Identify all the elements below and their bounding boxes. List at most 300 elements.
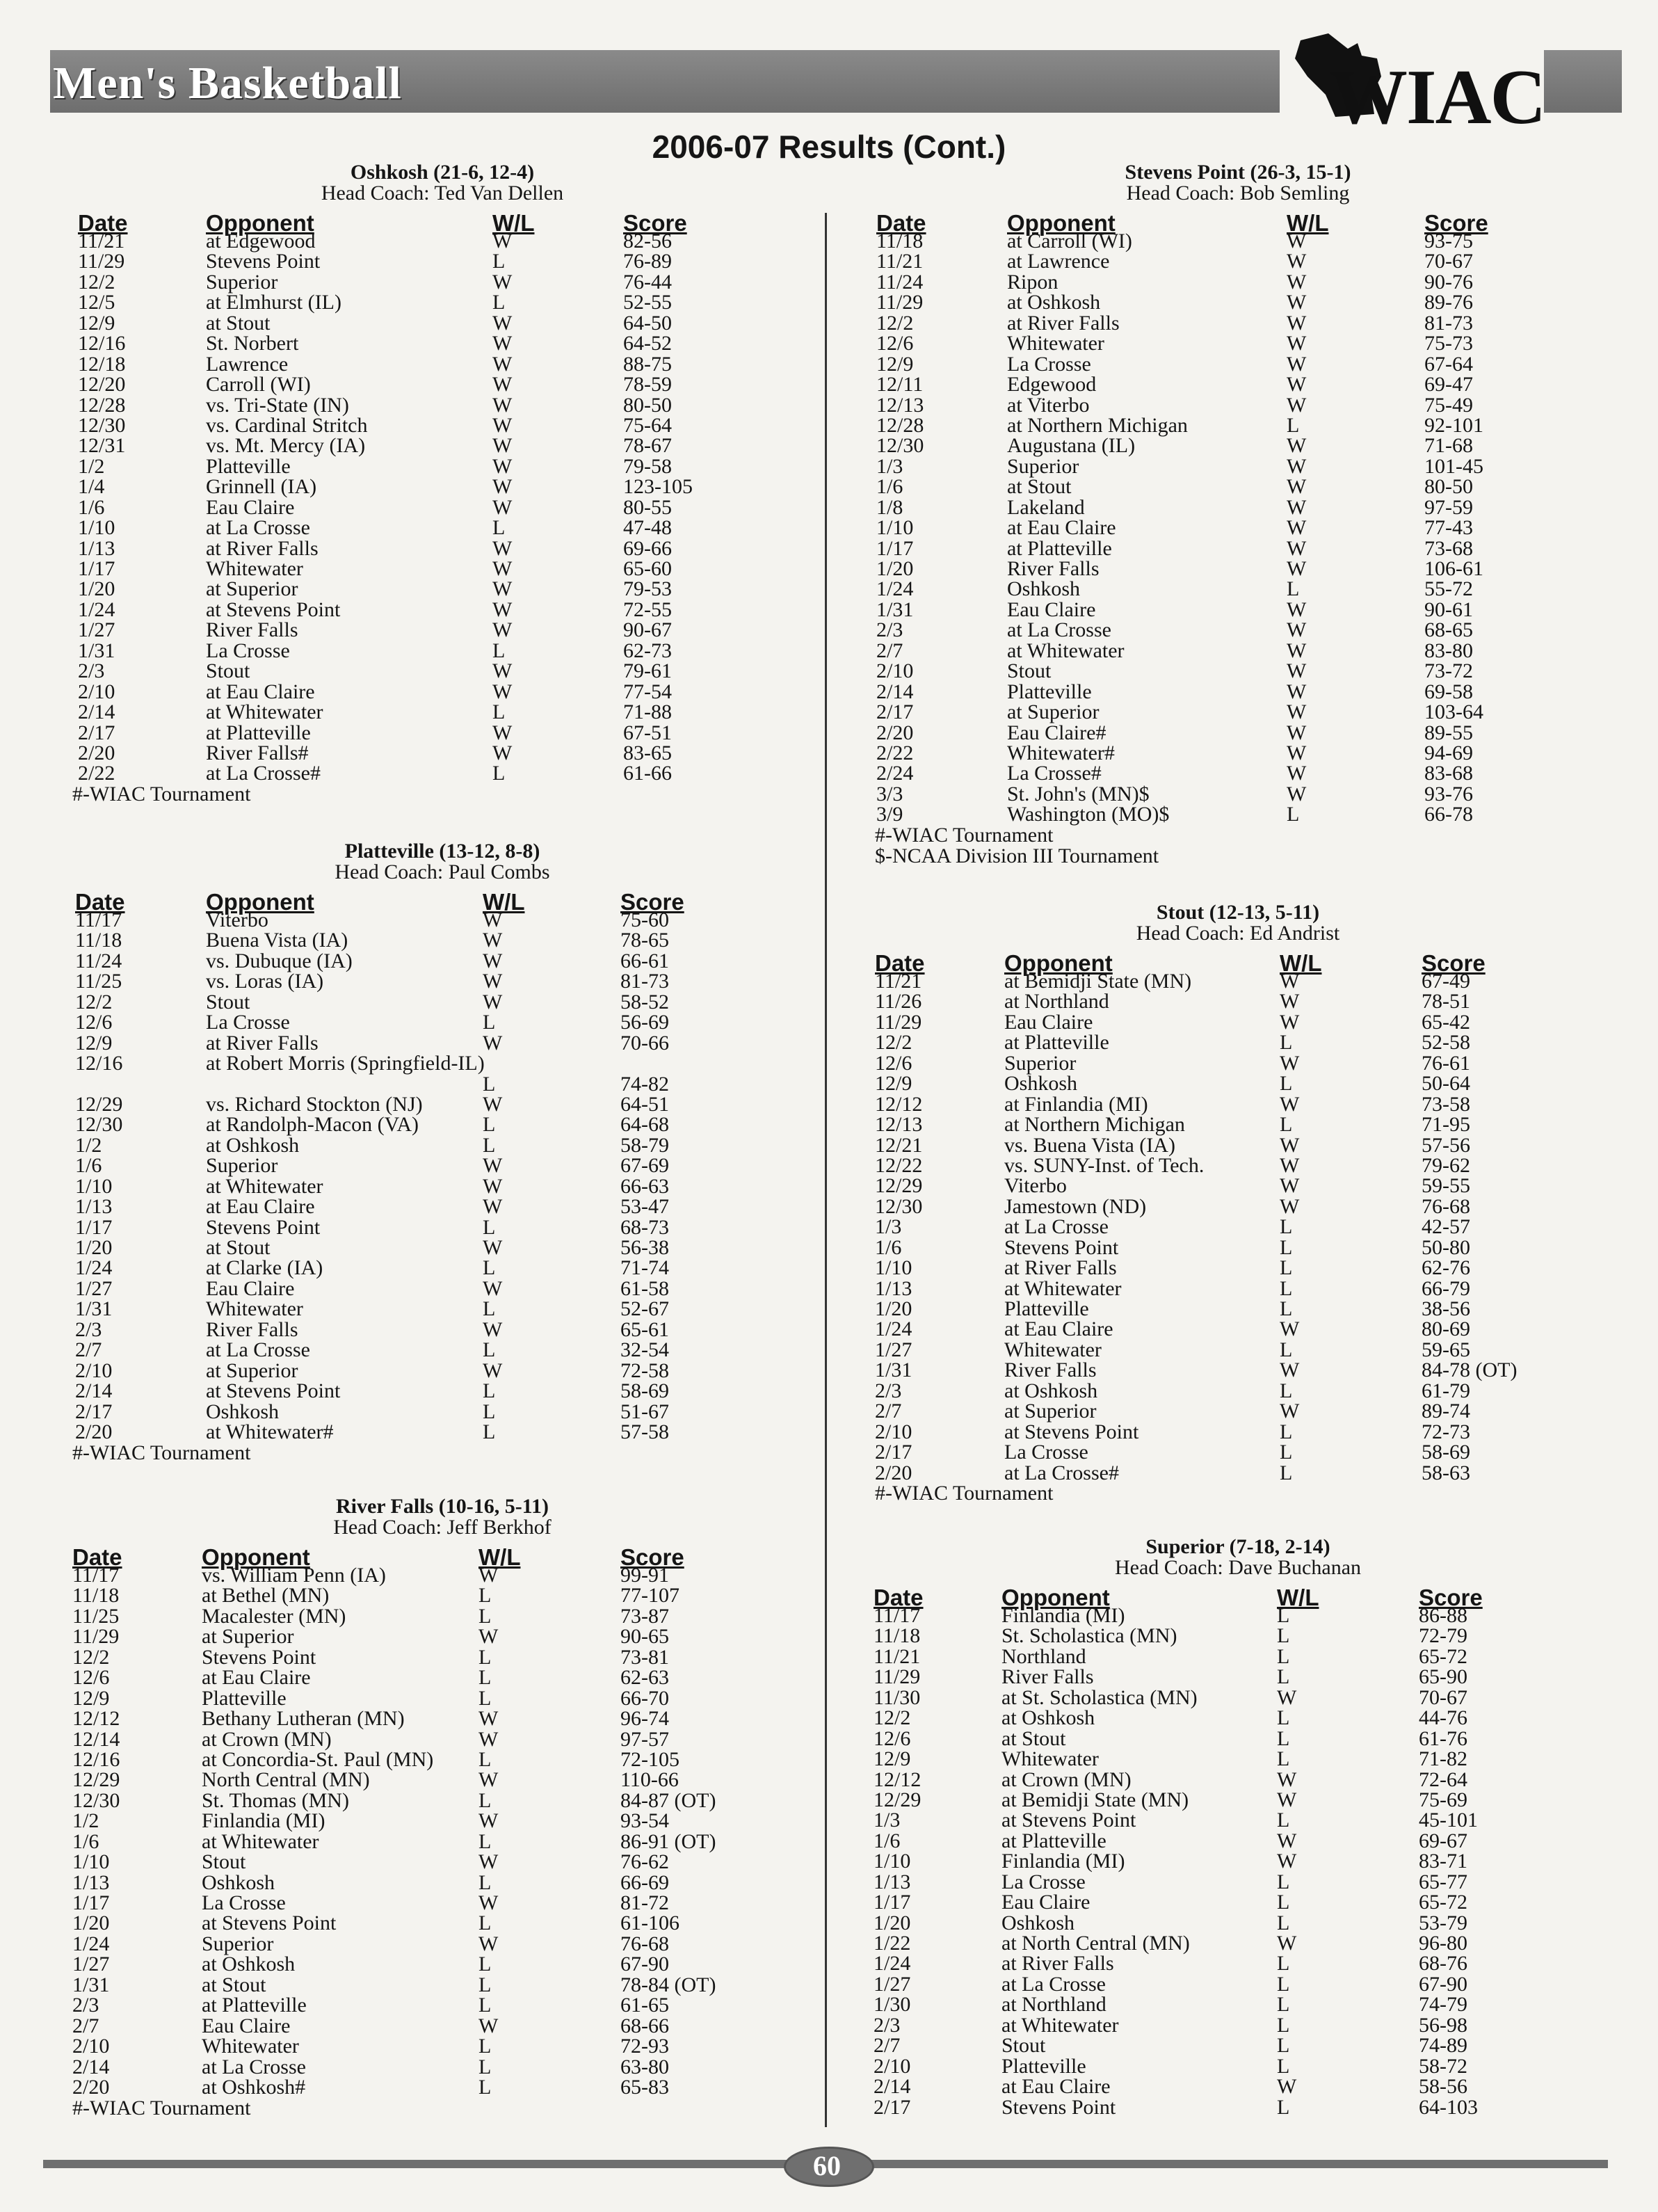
column-header: Date bbox=[78, 210, 128, 236]
game-row bbox=[67, 1422, 818, 1442]
tournament-note: #-WIAC Tournament bbox=[72, 783, 251, 806]
game-score: 90-61 bbox=[1424, 598, 1473, 621]
game-opponent: vs. Loras (IA) bbox=[206, 970, 324, 993]
game-row bbox=[67, 476, 818, 497]
game-row bbox=[862, 1196, 1613, 1217]
game-result: L bbox=[478, 1994, 492, 2017]
game-score: 64-103 bbox=[1419, 2095, 1478, 2119]
game-score: 89-76 bbox=[1424, 291, 1473, 314]
game-result: W bbox=[492, 557, 513, 580]
game-result: W bbox=[483, 1276, 503, 1300]
game-score: 79-61 bbox=[623, 659, 672, 683]
game-result: W bbox=[478, 1932, 499, 1955]
game-row bbox=[67, 1913, 818, 1933]
tournament-note: #-WIAC Tournament bbox=[875, 824, 1054, 847]
game-date: 2/24 bbox=[876, 762, 914, 785]
game-date: 1/13 bbox=[72, 1870, 110, 1894]
game-opponent: at Eau Claire bbox=[206, 1195, 315, 1219]
game-row bbox=[67, 395, 818, 415]
game-row bbox=[862, 1974, 1613, 1994]
game-row bbox=[862, 2097, 1613, 2117]
game-score: 65-60 bbox=[623, 557, 672, 580]
game-result: L bbox=[1287, 803, 1300, 826]
game-result: W bbox=[1277, 1829, 1297, 1852]
game-opponent: at Stevens Point bbox=[1004, 1420, 1139, 1443]
game-score: 65-72 bbox=[1419, 1891, 1467, 1914]
game-opponent: River Falls bbox=[206, 618, 298, 642]
game-score: 73-72 bbox=[1424, 659, 1473, 683]
game-score: 70-66 bbox=[620, 1031, 669, 1055]
game-result: L bbox=[1280, 1235, 1293, 1259]
game-result: L bbox=[1277, 1604, 1290, 1627]
game-opponent: Whitewater bbox=[1004, 1338, 1102, 1361]
game-date: 1/6 bbox=[876, 475, 903, 499]
game-score: 59-55 bbox=[1422, 1174, 1470, 1198]
game-opponent: vs. William Penn (IA) bbox=[202, 1564, 386, 1587]
game-result: L bbox=[478, 1870, 492, 1894]
game-result: W bbox=[1287, 311, 1307, 335]
game-score: 77-43 bbox=[1424, 516, 1473, 540]
game-result: L bbox=[483, 1297, 496, 1321]
game-date: 12/18 bbox=[78, 352, 126, 376]
game-row bbox=[862, 456, 1613, 476]
game-opponent: Stout bbox=[1007, 659, 1052, 683]
game-result: W bbox=[1287, 782, 1307, 806]
game-opponent: North Central (MN) bbox=[202, 1768, 370, 1792]
game-opponent: La Crosse bbox=[1004, 1441, 1088, 1464]
game-row bbox=[67, 2036, 818, 2056]
game-row bbox=[862, 2034, 1613, 2058]
game-opponent: Northland bbox=[1001, 1644, 1086, 1668]
game-score: 71-88 bbox=[623, 700, 672, 724]
game-opponent: at La Crosse# bbox=[206, 762, 321, 785]
game-opponent: at Eau Claire bbox=[1001, 2075, 1111, 2099]
game-score: 47-48 bbox=[623, 516, 672, 540]
game-result: W bbox=[483, 1236, 503, 1259]
game-score: 96-74 bbox=[620, 1707, 669, 1731]
game-row bbox=[862, 702, 1613, 722]
game-result: L bbox=[1277, 1972, 1290, 1996]
game-score: 72-58 bbox=[620, 1359, 669, 1382]
game-score: 58-69 bbox=[620, 1379, 669, 1403]
game-opponent: Whitewater bbox=[206, 557, 303, 580]
game-score: 80-50 bbox=[623, 393, 672, 417]
game-row bbox=[862, 1810, 1613, 1830]
game-date: 11/24 bbox=[75, 949, 122, 972]
game-score: 76-68 bbox=[1422, 1194, 1470, 1218]
game-row bbox=[67, 579, 818, 599]
game-result: W bbox=[492, 475, 513, 499]
game-score: 90-67 bbox=[623, 618, 672, 642]
game-score: 51-67 bbox=[620, 1400, 669, 1423]
game-row bbox=[67, 251, 818, 271]
game-result: W bbox=[1280, 990, 1300, 1013]
game-row bbox=[67, 1114, 818, 1135]
game-score: 81-73 bbox=[1424, 311, 1473, 335]
game-opponent: La Crosse bbox=[206, 1011, 290, 1034]
game-result: W bbox=[1287, 721, 1307, 744]
game-score: 93-76 bbox=[1424, 782, 1473, 806]
game-row bbox=[67, 333, 818, 353]
game-date: 12/12 bbox=[72, 1707, 120, 1731]
game-opponent: at Stevens Point bbox=[206, 1379, 341, 1403]
game-result: W bbox=[492, 721, 513, 744]
game-date: 11/29 bbox=[72, 1625, 120, 1649]
game-date: 1/3 bbox=[874, 1809, 901, 1832]
game-result: L bbox=[1277, 2034, 1290, 2058]
game-row bbox=[862, 538, 1613, 559]
game-result: L bbox=[1277, 1891, 1290, 1914]
game-date: 1/6 bbox=[75, 1154, 102, 1178]
game-row bbox=[862, 231, 1613, 251]
game-result: W bbox=[1280, 1317, 1300, 1341]
game-result: W bbox=[478, 1707, 499, 1731]
game-date: 2/7 bbox=[875, 1400, 902, 1423]
game-date: 1/10 bbox=[75, 1174, 113, 1198]
game-date: 1/8 bbox=[876, 495, 903, 519]
game-row bbox=[862, 1442, 1613, 1462]
game-date: 11/29 bbox=[78, 250, 125, 273]
game-opponent: at North Central (MN) bbox=[1001, 1932, 1190, 1955]
game-score: 57-58 bbox=[620, 1420, 669, 1443]
column-header: W/L bbox=[478, 1544, 521, 1570]
game-result: W bbox=[1287, 291, 1307, 314]
game-date: 1/30 bbox=[874, 1993, 911, 2017]
game-opponent: Whitewater bbox=[202, 2035, 299, 2058]
game-row bbox=[862, 1463, 1613, 1483]
game-opponent: at Superior bbox=[206, 577, 298, 601]
game-date: 11/17 bbox=[72, 1564, 120, 1587]
column-divider bbox=[825, 213, 827, 2127]
game-result: L bbox=[492, 516, 506, 540]
game-opponent: Finlandia (MI) bbox=[202, 1809, 325, 1833]
game-result: L bbox=[483, 1113, 496, 1137]
game-row bbox=[67, 1852, 818, 1872]
game-score: 72-105 bbox=[620, 1747, 679, 1771]
game-opponent: at Robert Morris (Springfield-IL) bbox=[206, 1052, 485, 1075]
game-date: 1/13 bbox=[75, 1195, 113, 1219]
game-row bbox=[862, 1258, 1613, 1278]
game-result: W bbox=[478, 2014, 499, 2037]
game-date: 11/21 bbox=[874, 1644, 921, 1668]
game-score: 65-77 bbox=[1419, 1870, 1467, 1893]
game-row bbox=[67, 1975, 818, 1995]
game-row bbox=[67, 231, 818, 251]
head-coach: Head Coach: Dave Buchanan bbox=[1114, 1556, 1362, 1579]
game-score: 78-59 bbox=[623, 373, 672, 396]
game-score: 70-67 bbox=[1419, 1685, 1467, 1709]
game-date: 11/29 bbox=[875, 1010, 922, 1034]
game-date: 11/26 bbox=[875, 990, 922, 1013]
game-date: 12/2 bbox=[72, 1645, 110, 1669]
game-result: L bbox=[483, 1256, 496, 1280]
game-result: W bbox=[492, 680, 513, 703]
game-row bbox=[862, 1094, 1613, 1114]
game-date: 1/27 bbox=[72, 1953, 110, 1976]
game-row bbox=[862, 1299, 1613, 1319]
game-date: 12/9 bbox=[875, 1072, 912, 1096]
game-score: 94-69 bbox=[1424, 741, 1473, 764]
game-opponent: at Whitewater bbox=[1007, 639, 1125, 662]
game-opponent: Eau Claire# bbox=[1007, 721, 1106, 744]
game-row bbox=[67, 930, 818, 950]
game-row bbox=[67, 1729, 818, 1749]
game-date: 2/20 bbox=[72, 2075, 110, 2099]
game-row bbox=[862, 1605, 1613, 1626]
game-opponent: at River Falls bbox=[1004, 1256, 1117, 1280]
game-row bbox=[67, 1606, 818, 1626]
game-score: 67-90 bbox=[620, 1953, 669, 1976]
game-row bbox=[67, 456, 818, 476]
game-date: 12/20 bbox=[78, 373, 126, 396]
game-row bbox=[67, 1217, 818, 1237]
game-date: 12/2 bbox=[874, 1706, 911, 1730]
game-date: 12/12 bbox=[874, 1768, 921, 1791]
game-opponent: at Eau Claire bbox=[202, 1666, 311, 1690]
game-result: W bbox=[1277, 1768, 1297, 1791]
column-header: Date bbox=[876, 210, 926, 236]
game-opponent: at Platteville bbox=[1001, 1829, 1106, 1852]
game-opponent: vs. Richard Stockton (NJ) bbox=[206, 1092, 423, 1116]
column-header: W/L bbox=[1277, 1585, 1319, 1610]
game-opponent: at River Falls bbox=[1007, 311, 1120, 335]
game-result: L bbox=[483, 1379, 496, 1403]
game-date: 11/29 bbox=[876, 291, 924, 314]
game-date: 2/10 bbox=[875, 1420, 912, 1443]
game-date: 12/6 bbox=[876, 332, 914, 355]
game-result: L bbox=[1277, 1870, 1290, 1893]
game-row bbox=[67, 743, 818, 763]
game-date: 2/3 bbox=[874, 2013, 901, 2037]
game-opponent: Stout bbox=[206, 990, 250, 1013]
game-result: L bbox=[478, 1788, 492, 1812]
game-date: 12/13 bbox=[875, 1113, 923, 1137]
game-date: 12/30 bbox=[78, 413, 126, 437]
game-row bbox=[67, 763, 818, 783]
column-header: Score bbox=[1419, 1585, 1483, 1610]
game-date: 1/3 bbox=[876, 454, 903, 478]
game-date: 1/2 bbox=[78, 454, 105, 478]
game-opponent: at Eau Claire bbox=[1007, 516, 1116, 540]
game-date: 2/3 bbox=[72, 1994, 99, 2017]
game-result: W bbox=[478, 1891, 499, 1914]
game-opponent: Washington (MO)$ bbox=[1007, 803, 1170, 826]
game-result: W bbox=[483, 1195, 503, 1219]
game-opponent: Superior bbox=[206, 270, 278, 294]
game-result: L bbox=[483, 1420, 496, 1443]
game-date: 1/17 bbox=[78, 557, 115, 580]
game-row bbox=[862, 804, 1613, 824]
game-row bbox=[67, 435, 818, 456]
game-row bbox=[862, 579, 1613, 599]
game-score: 101-45 bbox=[1424, 454, 1483, 478]
game-score: 78-65 bbox=[620, 929, 669, 952]
game-score: 76-61 bbox=[1422, 1051, 1470, 1075]
game-opponent: Superior bbox=[202, 1932, 274, 1955]
game-opponent: La Crosse bbox=[1001, 1870, 1086, 1893]
game-result: L bbox=[1277, 1952, 1290, 1975]
game-score: 74-89 bbox=[1419, 2034, 1467, 2058]
team-title: Platteville (13-12, 8-8) bbox=[344, 840, 540, 863]
game-row bbox=[862, 1381, 1613, 1401]
game-date: 1/24 bbox=[876, 577, 914, 601]
page-heading: 2006-07 Results (Cont.) bbox=[652, 129, 1006, 165]
game-result: L bbox=[483, 1133, 496, 1157]
game-score: 71-95 bbox=[1422, 1113, 1470, 1137]
game-opponent: Bethany Lutheran (MN) bbox=[202, 1707, 405, 1731]
game-opponent: Carroll (WI) bbox=[206, 373, 311, 396]
game-date: 2/10 bbox=[874, 2054, 911, 2078]
game-opponent: at Elmhurst (IL) bbox=[206, 291, 341, 314]
game-result: W bbox=[492, 373, 513, 396]
game-date: 2/20 bbox=[75, 1420, 113, 1443]
game-result: W bbox=[483, 1174, 503, 1198]
column-header: Opponent bbox=[202, 1544, 310, 1570]
tournament-note: #-WIAC Tournament bbox=[875, 1482, 1054, 1505]
game-date: 12/2 bbox=[75, 990, 113, 1013]
game-row bbox=[67, 1790, 818, 1811]
game-opponent: at Oshkosh bbox=[206, 1133, 300, 1157]
game-score: 86-91 (OT) bbox=[620, 1829, 716, 1853]
game-score: 64-68 bbox=[620, 1113, 669, 1137]
game-date: 11/21 bbox=[875, 970, 922, 993]
game-date: 1/27 bbox=[875, 1338, 912, 1361]
game-score: 88-75 bbox=[623, 352, 672, 376]
game-result: L bbox=[478, 1829, 492, 1853]
game-opponent: at Viterbo bbox=[1007, 393, 1090, 417]
game-score: 75-64 bbox=[623, 413, 672, 437]
game-date: 12/9 bbox=[75, 1031, 113, 1055]
game-result: W bbox=[1287, 741, 1307, 764]
game-row bbox=[862, 415, 1613, 435]
game-row bbox=[67, 1258, 818, 1278]
game-score: 90-65 bbox=[620, 1625, 669, 1649]
game-date: 1/24 bbox=[78, 598, 115, 621]
game-opponent: at Whitewater bbox=[206, 700, 323, 724]
game-result: L bbox=[1280, 1113, 1293, 1137]
game-row bbox=[67, 641, 818, 661]
game-row bbox=[862, 1770, 1613, 1790]
game-date: 11/30 bbox=[874, 1685, 921, 1709]
game-result: W bbox=[483, 949, 503, 972]
game-score: 73-81 bbox=[620, 1645, 669, 1669]
game-date: 12/29 bbox=[75, 1092, 123, 1116]
game-date: 2/3 bbox=[875, 1379, 902, 1402]
game-result: W bbox=[1287, 352, 1307, 376]
game-row bbox=[862, 1851, 1613, 1871]
head-coach: Head Coach: Jeff Berkhof bbox=[333, 1516, 552, 1539]
game-row bbox=[862, 743, 1613, 763]
game-row bbox=[862, 1340, 1613, 1360]
game-result: L bbox=[478, 1912, 492, 1935]
game-row bbox=[67, 1176, 818, 1196]
game-date: 1/20 bbox=[875, 1297, 912, 1320]
game-score: 50-64 bbox=[1422, 1072, 1470, 1096]
game-row bbox=[67, 1870, 818, 1894]
game-opponent: at Superior bbox=[1004, 1400, 1097, 1423]
game-date: 12/6 bbox=[75, 1011, 113, 1034]
game-row bbox=[862, 1319, 1613, 1339]
results-table bbox=[862, 971, 1613, 1483]
game-result: L bbox=[1280, 1461, 1293, 1484]
game-result: W bbox=[492, 577, 513, 601]
game-opponent: at La Crosse bbox=[202, 2055, 306, 2078]
game-row bbox=[862, 600, 1613, 620]
column-header: Score bbox=[1422, 950, 1486, 976]
game-row bbox=[862, 1422, 1613, 1442]
game-opponent: Platteville bbox=[1007, 680, 1092, 703]
game-result: W bbox=[1287, 332, 1307, 355]
game-opponent: Oshkosh bbox=[1007, 577, 1081, 601]
game-result: W bbox=[492, 332, 513, 355]
team-title: Stout (12-13, 5-11) bbox=[1156, 901, 1320, 924]
game-score: 93-54 bbox=[620, 1809, 669, 1833]
game-result: L bbox=[1280, 1256, 1293, 1280]
game-date: 12/5 bbox=[78, 291, 115, 314]
game-row bbox=[862, 333, 1613, 353]
game-result: L bbox=[1277, 1706, 1290, 1730]
game-result: W bbox=[492, 741, 513, 764]
game-opponent: at Superior bbox=[206, 1359, 298, 1382]
game-row bbox=[862, 395, 1613, 415]
game-row bbox=[67, 1155, 818, 1176]
game-date: 2/20 bbox=[876, 721, 914, 744]
game-result: W bbox=[483, 908, 503, 931]
game-opponent: at La Crosse bbox=[1007, 618, 1111, 642]
game-opponent: Stout bbox=[206, 659, 250, 683]
game-date: 12/28 bbox=[876, 413, 924, 437]
game-date: 12/9 bbox=[78, 311, 115, 335]
game-row bbox=[862, 1012, 1613, 1032]
game-opponent: at Northern Michigan bbox=[1007, 413, 1188, 437]
game-score: 75-73 bbox=[1424, 332, 1473, 355]
game-row bbox=[67, 1381, 818, 1401]
game-opponent: at Oshkosh bbox=[1004, 1379, 1098, 1402]
game-score: 58-63 bbox=[1422, 1461, 1470, 1484]
game-score: 75-60 bbox=[620, 908, 669, 931]
game-row bbox=[862, 1993, 1613, 2017]
game-result: L bbox=[1277, 1993, 1290, 2017]
game-opponent: at Oshkosh bbox=[1001, 1706, 1095, 1730]
game-result: L bbox=[492, 762, 506, 785]
game-result: W bbox=[478, 1727, 499, 1751]
game-date: 1/10 bbox=[874, 1850, 911, 1873]
game-row bbox=[67, 1276, 818, 1300]
game-date: 1/24 bbox=[874, 1952, 911, 1975]
game-score: 72-79 bbox=[1419, 1624, 1467, 1648]
game-result: W bbox=[1287, 230, 1307, 253]
game-opponent: Whitewater# bbox=[1007, 741, 1115, 764]
head-coach: Head Coach: Ted Van Dellen bbox=[321, 182, 564, 205]
game-opponent: at Oshkosh# bbox=[202, 2075, 306, 2099]
game-row bbox=[862, 497, 1613, 518]
game-score: 99-91 bbox=[620, 1564, 669, 1587]
game-opponent: Oshkosh bbox=[1004, 1072, 1078, 1096]
game-score: 64-51 bbox=[620, 1092, 669, 1116]
game-score: 53-47 bbox=[620, 1195, 669, 1219]
game-date: 2/7 bbox=[874, 2034, 901, 2058]
game-result: W bbox=[483, 1031, 503, 1055]
game-score: 73-68 bbox=[1424, 536, 1473, 560]
game-score: 68-76 bbox=[1419, 1952, 1467, 1975]
game-opponent: at Platteville bbox=[202, 1994, 307, 2017]
game-row bbox=[862, 1790, 1613, 1810]
game-score: 78-84 (OT) bbox=[620, 1973, 716, 1996]
game-opponent: at Eau Claire bbox=[206, 680, 315, 703]
game-result: W bbox=[1287, 373, 1307, 396]
game-result: W bbox=[1287, 659, 1307, 683]
game-row bbox=[862, 313, 1613, 333]
